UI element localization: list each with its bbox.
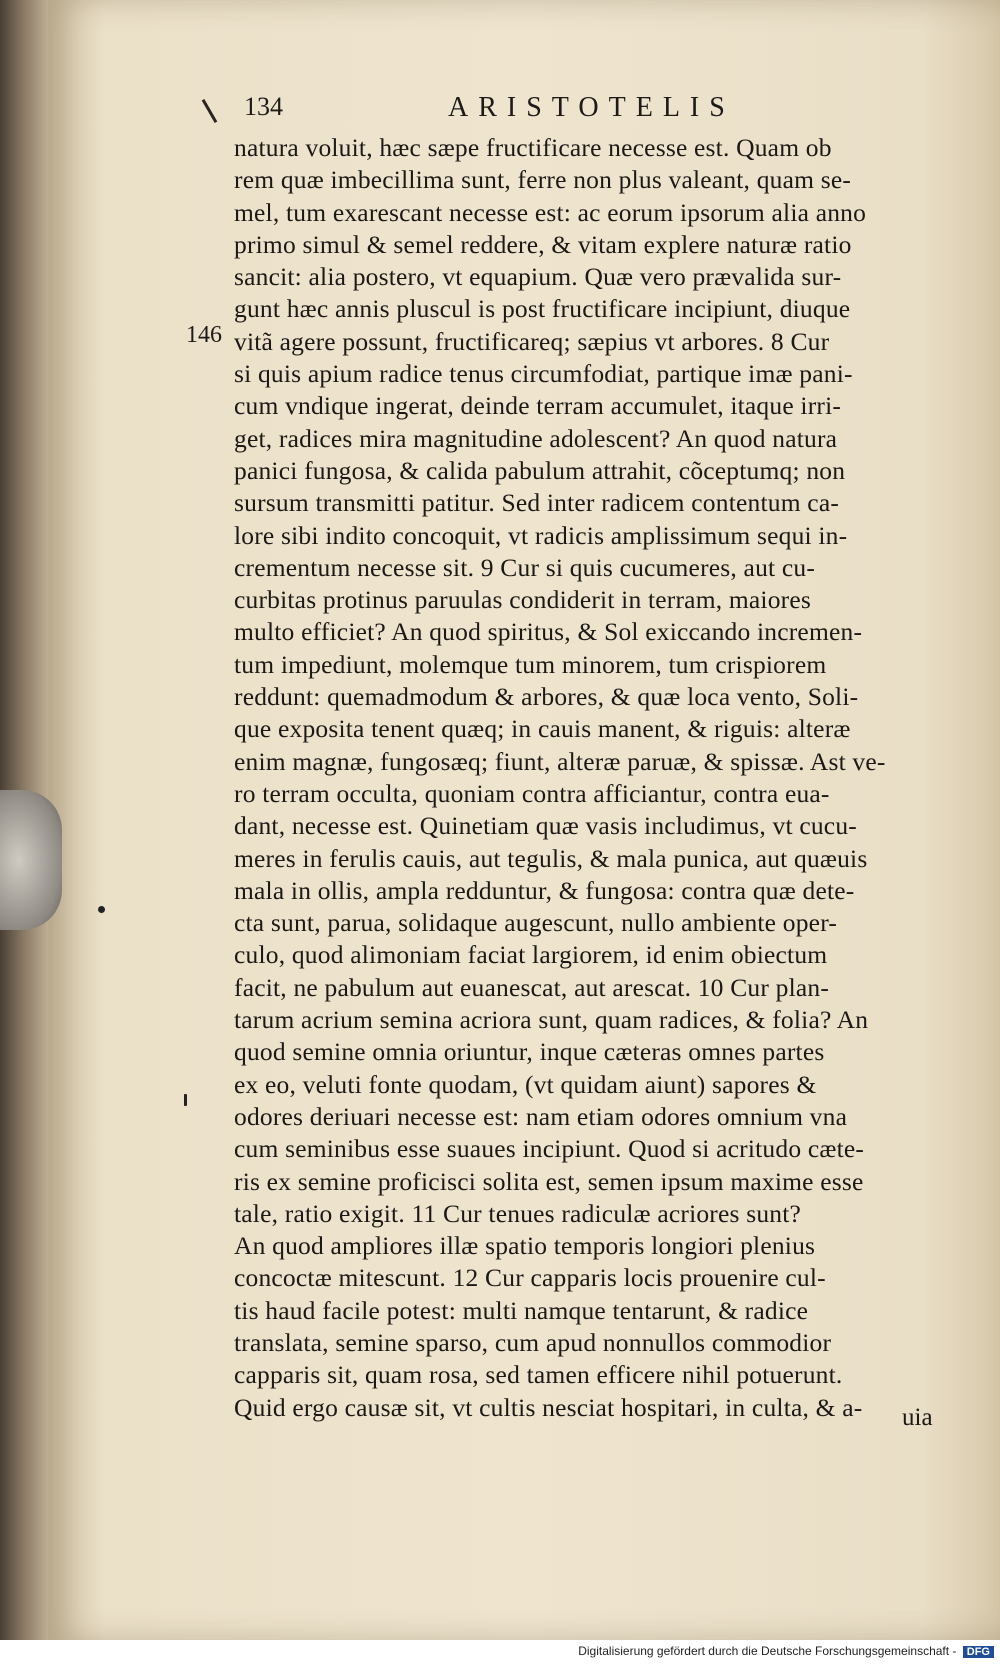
body-text — [234, 132, 954, 1424]
book-page — [48, 0, 1000, 1640]
book-clasp — [0, 790, 62, 930]
text-line: panici fungosa, & calida pabulum attrahit, cõceptumq; non — [234, 455, 846, 485]
text-line: enim magnæ, fungosæq; fiunt, alteræ paruæ, & spissæ. Ast ve- — [234, 746, 886, 776]
footer-credit — [578, 1644, 994, 1658]
text-line: Quid ergo causæ sit, vt cultis nesciat hospitari, in culta, & a- — [234, 1392, 863, 1422]
text-line: tarum acrium semina acriora sunt, quam radices, & folia? An — [234, 1005, 869, 1035]
text-line: sancit: alia postero, vt equapium. Quæ vero prævalida sur- — [234, 262, 842, 292]
text-line: multo efficiet? An quod spiritus, & Sol exiccando incremen- — [234, 617, 863, 647]
text-line: culo, quod alimoniam faciat largiorem, id enim obiectum — [234, 940, 828, 970]
text-line: dant, necesse est. Quinetiam quæ vasis includimus, vt cucu- — [234, 811, 857, 841]
text-line: sursum transmitti patitur. Sed inter radicem contentum ca- — [234, 488, 840, 518]
margin-reference-number: 146 — [186, 322, 222, 348]
text-line: quod semine omnia oriuntur, inque cæteras omnes partes — [234, 1037, 825, 1067]
text-line: reddunt: quemadmodum & arbores, & quæ loca vento, Soli- — [234, 682, 859, 712]
text-line: meres in ferulis cauis, aut tegulis, & mala punica, aut quæuis — [234, 843, 868, 873]
running-title: ARISTOTELIS — [448, 92, 735, 123]
text-line: natura voluit, hæc sæpe fructificare necesse est. Quam ob — [234, 133, 832, 162]
page-number: 134 — [244, 92, 283, 121]
text-line: si quis apium radice tenus circumfodiat, partique imæ pani- — [234, 359, 853, 389]
text-line: capparis sit, quam rosa, sed tamen efficere nihil potuerunt. — [234, 1360, 843, 1390]
text-line: mala in ollis, ampla redduntur, & fungosa: contra quæ dete- — [234, 875, 855, 905]
text-line: cum seminibus esse suaues incipiunt. Quod si acritudo cæte- — [234, 1134, 865, 1164]
text-line: primo simul & semel reddere, & vitam explere naturæ ratio — [234, 229, 852, 259]
text-line: ris ex semine proficisci solita est, semen ipsum maxime esse — [234, 1166, 864, 1196]
text-line: get, radices mira magnitudine adolescent? An quod natura — [234, 423, 838, 453]
text-line: cum vndique ingerat, deinde terram accumulet, itaque irri- — [234, 391, 842, 421]
catchword: uia — [902, 1404, 933, 1431]
text-line: curbitas protinus paruulas condiderit in terram, maiores — [234, 585, 811, 615]
text-line: concoctæ mitescunt. 12 Cur capparis locis prouenire cul- — [234, 1263, 826, 1293]
footer-credit-text: Digitalisierung gefördert durch die Deutsche Forschungsgemeinschaft - — [578, 1644, 957, 1658]
footer-bar — [0, 1640, 1000, 1664]
text-line: cta sunt, parua, solidaque augescunt, nullo ambiente oper- — [234, 908, 838, 938]
text-line: ro terram occulta, quoniam contra afficiantur, contra eua- — [234, 778, 830, 808]
text-line: An quod ampliores illæ spatio temporis longiori plenius — [234, 1231, 816, 1261]
page-header — [48, 92, 1000, 132]
text-line: vitã agere possunt, fructificareq; sæpius vt arbores. 8 Cur — [234, 326, 830, 356]
text-line: gunt hæc annis pluscul is post fructificare incipiunt, diuque — [234, 294, 851, 324]
text-line: odores deriuari necesse est: nam etiam odores omnium vna — [234, 1101, 848, 1131]
margin-mark — [202, 99, 218, 123]
ink-spot — [98, 906, 105, 913]
text-line: crementum necesse sit. 9 Cur si quis cucumeres, aut cu- — [234, 552, 816, 582]
text-line: tis haud facile potest: multi namque tentarunt, & radice — [234, 1295, 809, 1325]
text-line: mel, tum exarescant necesse est: ac eorum ipsorum alia anno — [234, 197, 867, 227]
dfg-logo: DFG — [963, 1646, 994, 1658]
ink-mark — [184, 1094, 187, 1106]
text-line: que exposita tenent quæq; in cauis manent, & riguis: alteræ — [234, 714, 851, 744]
text-line: rem quæ imbecillima sunt, ferre non plus valeant, quam se- — [234, 165, 852, 195]
text-line: tale, ratio exigit. 11 Cur tenues radiculæ acriores sunt? — [234, 1198, 802, 1228]
text-line: translata, semine sparso, cum apud nonnullos commodior — [234, 1327, 832, 1357]
text-line: facit, ne pabulum aut euanescat, aut arescat. 10 Cur plan- — [234, 972, 830, 1002]
text-line: lore sibi indito concoquit, vt radicis amplissimum sequi in- — [234, 520, 848, 550]
text-line: ex eo, veluti fonte quodam, (vt quidam aiunt) sapores & — [234, 1069, 817, 1099]
text-line: tum impediunt, molemque tum minorem, tum crispiorem — [234, 649, 827, 679]
